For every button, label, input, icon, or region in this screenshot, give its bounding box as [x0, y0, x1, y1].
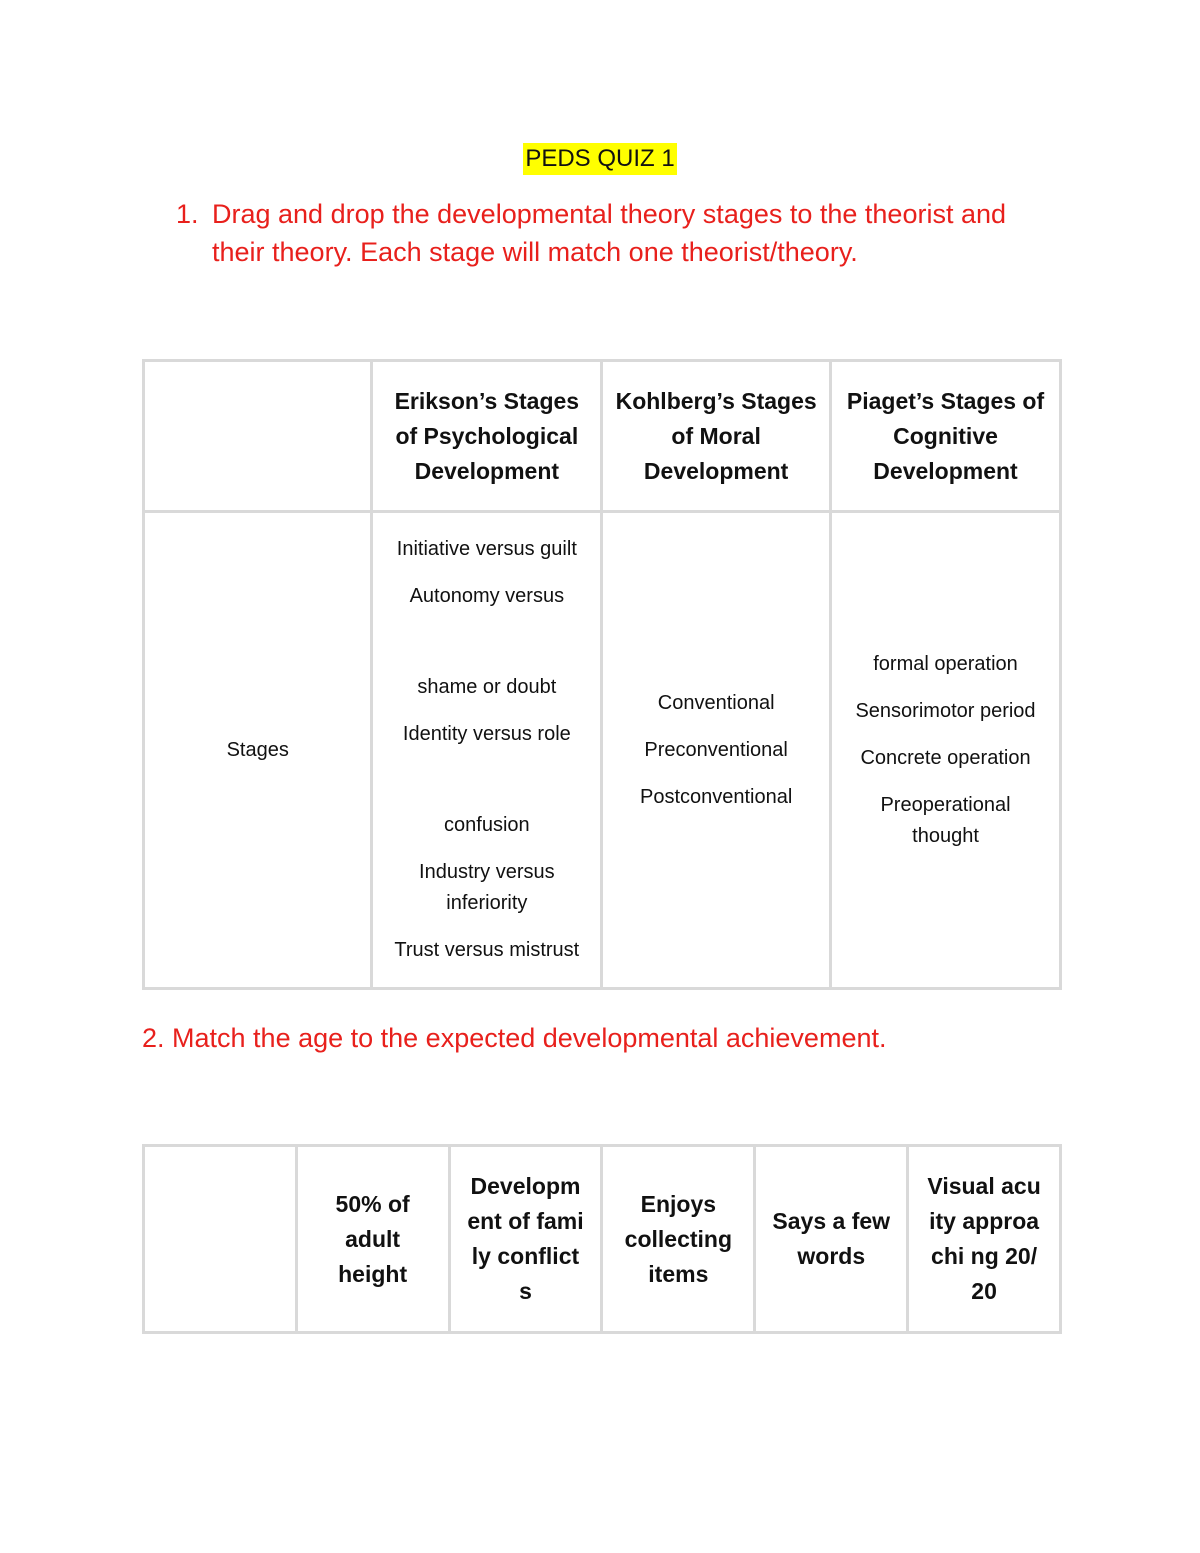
- achievement-cell: Says a few words: [755, 1146, 908, 1333]
- draggable-stage[interactable]: Autonomy versus: [409, 585, 565, 607]
- age-achievement-table: [142, 1144, 1062, 1334]
- draggable-stage[interactable]: shame or doubt: [417, 676, 557, 698]
- achievement-cell: 50% of adult height: [296, 1146, 449, 1333]
- draggable-stage[interactable]: Preoperational thought: [880, 793, 1011, 847]
- draggable-stage[interactable]: confusion: [444, 814, 530, 836]
- draggable-stage[interactable]: Concrete operation: [860, 746, 1031, 769]
- page-title: PEDS QUIZ 1: [523, 143, 676, 175]
- piaget-stages-cell: [831, 512, 1061, 989]
- draggable-stage[interactable]: Conventional: [657, 691, 775, 714]
- header-erikson: Erikson’s Stages of Psychological Development: [372, 361, 602, 512]
- achievement-cell: Visual acuity approachi ng 20/20: [908, 1146, 1061, 1333]
- erikson-stages-cell: [372, 512, 602, 989]
- header-empty-cell: [144, 361, 372, 512]
- achievement-row: [144, 1146, 1061, 1333]
- draggable-stage[interactable]: Preconventional: [644, 738, 788, 761]
- draggable-stage[interactable]: Postconventional: [639, 785, 793, 808]
- header-piaget: Piaget’s Stages of Cognitive Development: [831, 361, 1061, 512]
- draggable-stage[interactable]: Industry versus inferiority: [419, 861, 555, 914]
- row-label-stages: Stages: [144, 512, 372, 989]
- achievement-empty-cell: [144, 1146, 297, 1333]
- draggable-stage[interactable]: Trust versus mistrust: [394, 939, 580, 961]
- draggable-stage[interactable]: Sensorimotor period: [855, 699, 1036, 722]
- question-2: 2. Match the age to the expected developmental achievement.: [142, 1023, 887, 1053]
- draggable-stage[interactable]: Initiative versus guilt: [396, 538, 577, 560]
- achievement-cell: Developm ent of family conflicts: [449, 1146, 602, 1333]
- question-1-line-2: their theory. Each stage will match one theorist/theory.: [212, 237, 858, 267]
- achievement-cell: Enjoys collecting items: [602, 1146, 755, 1333]
- theory-stages-table: [142, 359, 1062, 990]
- draggable-stage[interactable]: formal operation: [873, 652, 1018, 675]
- header-kohlberg: Kohlberg’s Stages of Moral Development: [602, 361, 831, 512]
- question-1: [176, 195, 1076, 271]
- question-1-line-1: Drag and drop the developmental theory stages to the theorist and: [212, 199, 1007, 229]
- title-wrapper: [0, 143, 1200, 175]
- question-1-number: 1.: [176, 199, 199, 229]
- stages-row: [144, 512, 1061, 989]
- draggable-stage[interactable]: Identity versus role: [402, 723, 571, 745]
- table-header-row: [144, 361, 1061, 512]
- kohlberg-stages-cell: [602, 512, 831, 989]
